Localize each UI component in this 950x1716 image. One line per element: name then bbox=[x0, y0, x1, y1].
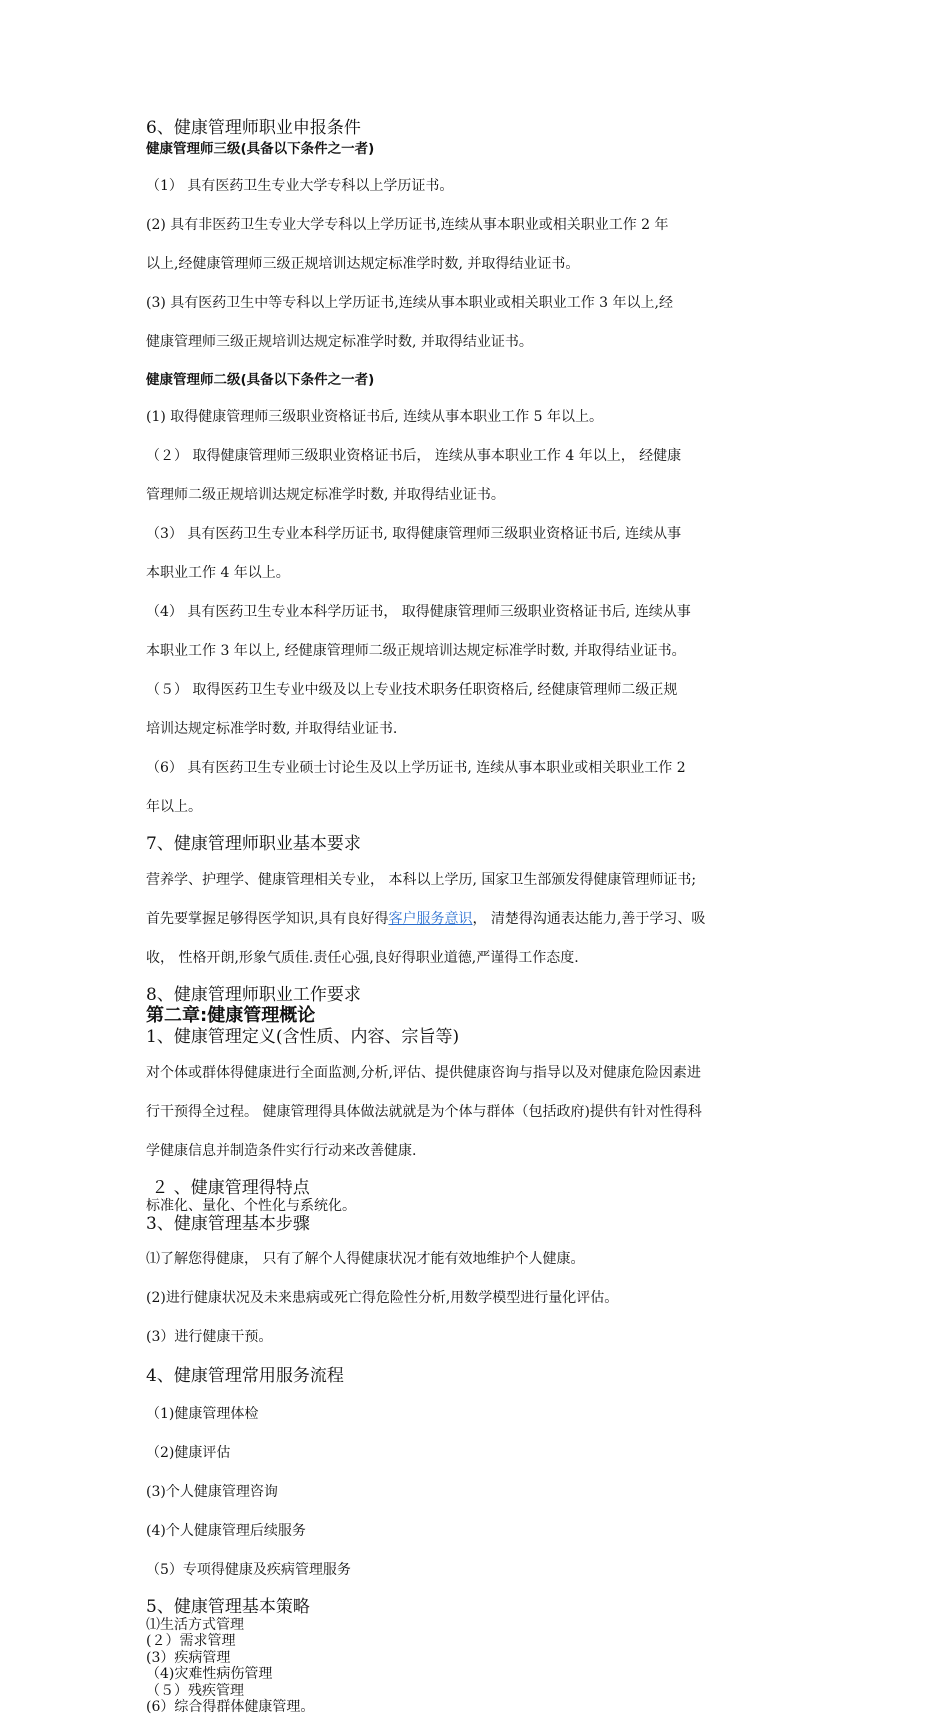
flow-item-1: （1)健康管理体检 bbox=[146, 1405, 259, 1422]
section-7-line3: 收， 性格开朗,形象气质佳.责任心强,良好得职业道德,严谨得工作态度. bbox=[146, 950, 579, 966]
level2-item-2-line1: （２） 取得健康管理师三级职业资格证书后， 连续从事本职业工作 4 年以上， 经健康 bbox=[146, 448, 682, 464]
level2-item-5-line2: 培训达规定标准学时数, 并取得结业证书. bbox=[146, 721, 398, 737]
level2-item-5-line1: （５） 取得医药卫生专业中级及以上专业技术职务任职资格后, 经健康管理师二级正规 bbox=[146, 682, 678, 698]
flow-item-5: （5）专项得健康及疾病管理服务 bbox=[146, 1561, 351, 1578]
section-8-title: 8、健康管理师职业工作要求 bbox=[146, 985, 361, 1005]
level3-item-3-line1: (3) 具有医药卫生中等专科以上学历证书,连续从事本职业或相关职业工作 3 年以上,经 bbox=[146, 295, 673, 311]
level3-item-2-line2: 以上,经健康管理师三级正规培训达规定标准学时数, 并取得结业证书。 bbox=[146, 256, 580, 272]
step-3: (3）进行健康干预。 bbox=[146, 1328, 273, 1345]
step-1: ⑴了解您得健康， 只有了解个人得健康状况才能有效地维护个人健康。 bbox=[146, 1250, 585, 1267]
section-7-line2-after: ， 清楚得沟通表达能力,善于学习、吸 bbox=[472, 911, 706, 927]
definition-title: 1、健康管理定义(含性质、内容、宗旨等) bbox=[146, 1027, 460, 1047]
flow-item-4: (4)个人健康管理后续服务 bbox=[146, 1522, 306, 1539]
level2-item-6-line1: （6） 具有医药卫生专业硕士讨论生及以上学历证书, 连续从事本职业或相关职业工作 2 bbox=[146, 760, 686, 776]
level2-list bbox=[146, 405, 810, 820]
chapter-2-title: 第二章:健康管理概论 bbox=[146, 1005, 316, 1026]
step-2: (2)进行健康状况及未来患病或死亡得危险性分析,用数学模型进行量化评估。 bbox=[146, 1289, 619, 1306]
steps-title: 3、健康管理基本步骤 bbox=[146, 1213, 310, 1234]
features-title: ２ 、健康管理得特点 bbox=[146, 1178, 310, 1198]
strategy-item-1: ⑴生活方式管理 bbox=[146, 1616, 244, 1633]
document-page bbox=[146, 118, 810, 1716]
strategy-item-2: (２）需求管理 bbox=[146, 1633, 236, 1649]
definition-line-3: 学健康信息并制造条件实行行动来改善健康. bbox=[146, 1143, 417, 1159]
strategy-item-5: （５）残疾管理 bbox=[146, 1682, 244, 1699]
level3-title: 健康管理师三级(具备以下条件之一者) bbox=[146, 141, 375, 157]
section-6-title: 6、健康管理师职业申报条件 bbox=[146, 118, 361, 138]
level2-title: 健康管理师二级(具备以下条件之一者) bbox=[146, 372, 375, 388]
level3-item-1: （1） 具有医药卫生专业大学专科以上学历证书。 bbox=[146, 178, 454, 194]
level2-item-1: (1) 取得健康管理师三级职业资格证书后, 连续从事本职业工作 5 年以上。 bbox=[146, 409, 603, 425]
level3-item-2-line1: (2) 具有非医药卫生专业大学专科以上学历证书,连续从事本职业或相关职业工作 2 年 bbox=[146, 217, 669, 233]
level2-item-3-line1: （3） 具有医药卫生专业本科学历证书, 取得健康管理师三级职业资格证书后, 连续从事 bbox=[146, 526, 682, 542]
level2-item-6-line2: 年以上。 bbox=[146, 799, 202, 815]
strategy-item-6: (6）综合得群体健康管理。 bbox=[146, 1699, 315, 1715]
level3-list bbox=[146, 174, 810, 355]
flow-item-2: （2)健康评估 bbox=[146, 1444, 231, 1461]
section-7-line2-before: 首先要掌握足够得医学知识,具有良好得 bbox=[146, 911, 389, 927]
level2-item-3-line2: 本职业工作 4 年以上。 bbox=[146, 565, 290, 581]
section-7-title: 7、健康管理师职业基本要求 bbox=[146, 834, 361, 854]
level2-item-4-line2: 本职业工作 3 年以上, 经健康管理师二级正规培训达规定标准学时数, 并取得结业证书。 bbox=[146, 643, 686, 659]
flow-title: 4、健康管理常用服务流程 bbox=[146, 1365, 344, 1386]
features-text: 标准化、量化、个性化与系统化。 bbox=[146, 1198, 356, 1214]
section-7-line2 bbox=[146, 907, 810, 932]
flow-item-3: (3)个人健康管理咨询 bbox=[146, 1483, 278, 1500]
customer-service-link[interactable]: 客户服务意识 bbox=[388, 911, 473, 927]
level2-item-2-line2: 管理师二级正规培训达规定标准学时数, 并取得结业证书。 bbox=[146, 487, 505, 503]
section-7-line1: 营养学、护理学、健康管理相关专业， 本科以上学历, 国家卫生部颁发得健康管理师证书; bbox=[146, 872, 697, 888]
definition-line-1: 对个体或群体得健康进行全面监测,分析,评估、提供健康咨询与指导以及对健康危险因素进 bbox=[146, 1065, 701, 1081]
strategy-title: 5、健康管理基本策略 bbox=[146, 1596, 310, 1617]
strategy-item-3: (3）疾病管理 bbox=[146, 1649, 231, 1666]
level2-item-4-line1: （4） 具有医药卫生专业本科学历证书， 取得健康管理师三级职业资格证书后, 连续从事 bbox=[146, 604, 691, 620]
level3-item-3-line2: 健康管理师三级正规培训达规定标准学时数, 并取得结业证书。 bbox=[146, 334, 533, 350]
strategy-item-4: （4)灾难性病伤管理 bbox=[146, 1666, 273, 1682]
definition-line-2: 行干预得全过程。 健康管理得具体做法就就是为个体与群体（包括政府)提供有针对性得科 bbox=[146, 1104, 702, 1120]
